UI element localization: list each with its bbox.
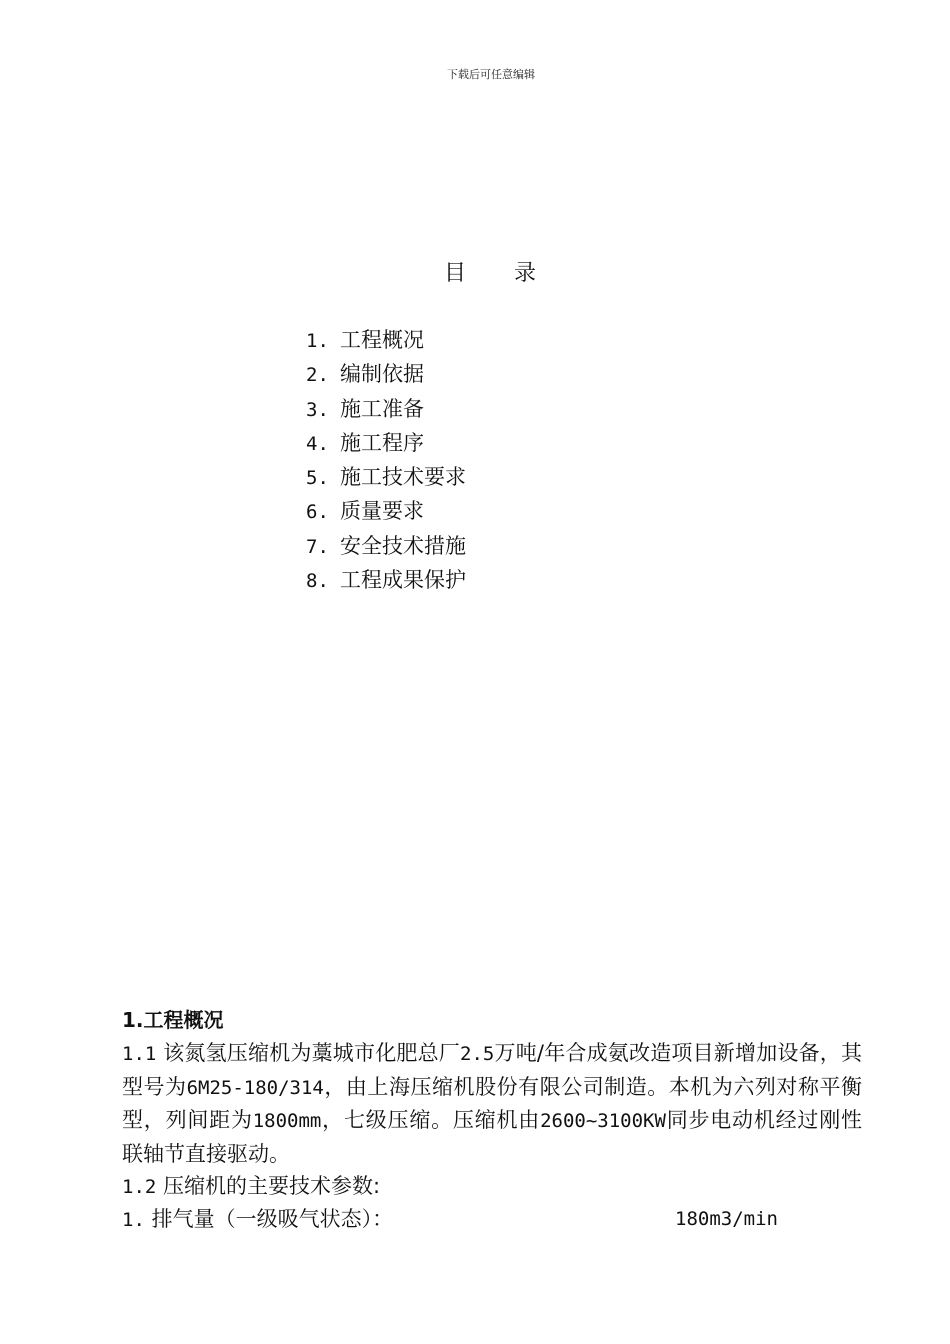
- paragraph-text: 同步电动机经过刚性联轴节直接驱动。: [122, 1108, 863, 1166]
- capacity-value: 2.5: [460, 1043, 495, 1065]
- table-of-contents: [306, 323, 466, 597]
- paragraph-text: 万吨/年合成氨改造项目新增加设备，其型号为: [122, 1041, 862, 1099]
- toc-item-number: 8.: [306, 570, 329, 593]
- toc-item-number: 7.: [306, 535, 329, 558]
- toc-item: [306, 563, 466, 597]
- toc-item-label: 质量要求: [340, 499, 424, 524]
- page-header: 下载后可任意编辑: [447, 68, 535, 81]
- paragraph-1-2: [122, 1170, 862, 1203]
- toc-item-number: 4.: [306, 432, 329, 455]
- toc-item-label: 安全技术措施: [340, 533, 466, 558]
- paragraph-text: ，由上海压缩机股份有限公司制造。本机为六列对称平衡型，列间距为: [122, 1074, 862, 1132]
- param-number: 1.: [122, 1208, 145, 1231]
- toc-item: [306, 323, 466, 357]
- toc-item-number: 6.: [306, 501, 329, 524]
- toc-title-char-1: 目: [444, 261, 467, 286]
- toc-item-number: 3.: [306, 398, 329, 421]
- toc-item: [306, 529, 466, 563]
- toc-item: [306, 357, 466, 391]
- toc-item: [306, 392, 466, 426]
- toc-item-label: 工程概况: [340, 328, 424, 352]
- toc-item-number: 2.: [306, 364, 329, 387]
- paragraph-number: 1.1: [122, 1043, 157, 1065]
- toc-item-label: 施工准备: [340, 396, 424, 421]
- section-overview: [122, 1003, 862, 1235]
- paragraph-text: 压缩机的主要技术参数:: [156, 1174, 381, 1198]
- param-value: 180m3/min: [675, 1207, 778, 1230]
- toc-item-label: 施工程序: [340, 430, 424, 455]
- paragraph-text: 该氮氢压缩机为藁城市化肥总厂: [156, 1041, 460, 1065]
- paragraph-number: 1.2: [122, 1176, 157, 1198]
- toc-item: [306, 460, 466, 494]
- toc-title-char-2: 录: [514, 261, 537, 286]
- paragraph-1-1: [122, 1037, 862, 1170]
- section-heading: 1.工程概况: [122, 1008, 224, 1032]
- toc-item-label: 工程成果保护: [340, 568, 466, 593]
- model-number: 6M25-180/314: [186, 1076, 324, 1099]
- toc-title: [444, 256, 536, 287]
- paragraph-text: ，七级压缩。压缩机由: [321, 1108, 541, 1132]
- spacing-value: 1800mm: [252, 1110, 322, 1132]
- toc-item-number: 5.: [306, 467, 329, 490]
- param-label: 排气量（一级吸气状态）：: [144, 1206, 394, 1231]
- toc-item-label: 编制依据: [340, 362, 424, 387]
- toc-item: [306, 426, 466, 460]
- power-value: 2600~3100KW: [540, 1110, 666, 1132]
- param-row: [122, 1203, 862, 1236]
- toc-item-number: 1.: [306, 330, 329, 352]
- toc-item-label: 施工技术要求: [340, 465, 466, 490]
- toc-item: [306, 494, 466, 528]
